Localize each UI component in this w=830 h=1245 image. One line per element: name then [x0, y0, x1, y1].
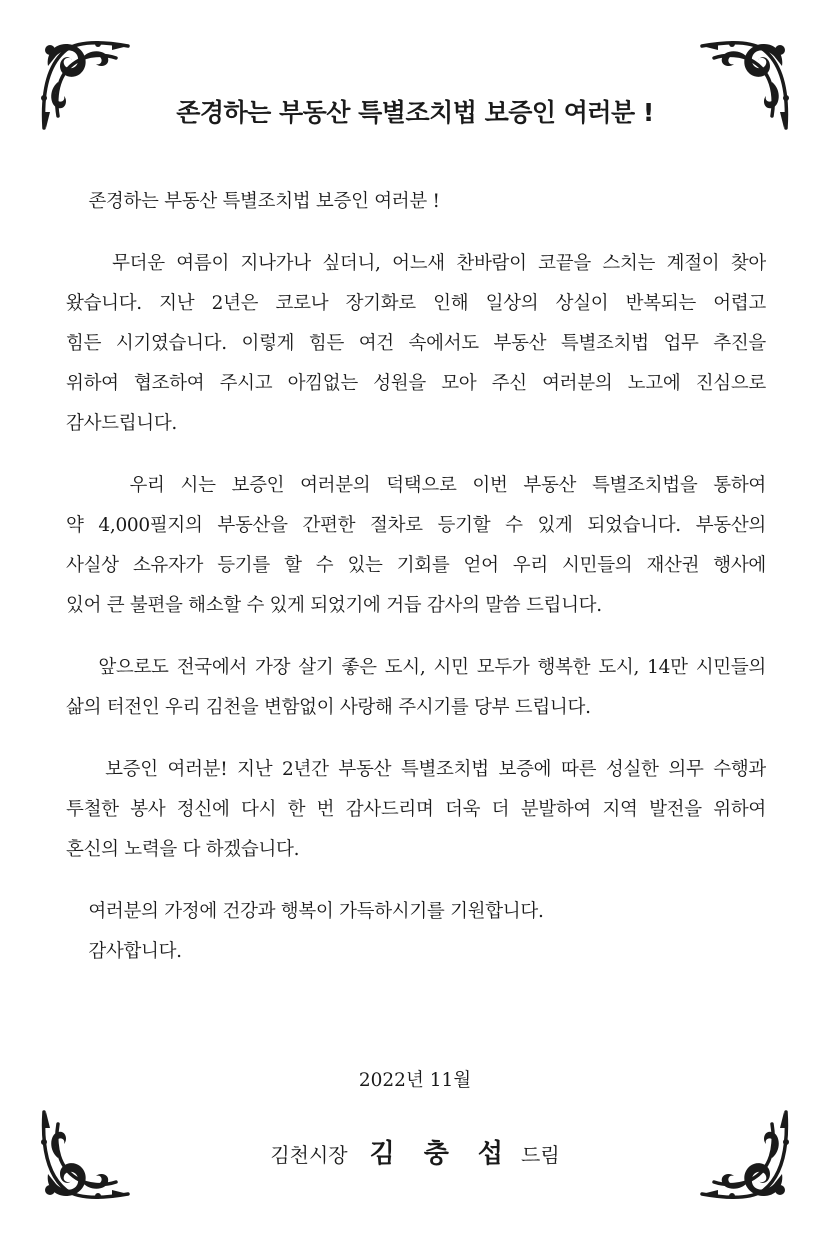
paragraph-1-line: 왔습니다. 지난 2년은 코로나 장기화로 인해 일상의 상실이 반복되는 어렵고 [66, 293, 766, 314]
paragraph-2-text: 우리 시는 보증인 여러분의 덕택으로 이번 부동산 특별조치법을 통하여 [129, 475, 766, 496]
closing-thanks [66, 932, 766, 972]
paragraph-1-line: 감사드립니다. [66, 413, 178, 434]
closing-wish-text: 여러분의 가정에 건강과 행복이 가득하시기를 기원합니다. [88, 901, 544, 922]
paragraph-1-line [66, 244, 766, 284]
signature-position: 김천시장 [270, 1143, 348, 1167]
signature-suffix: 드림 [521, 1143, 560, 1167]
paragraph-3-line: 삶의 터전인 우리 김천을 변함없이 사랑해 주시기를 당부 드립니다. [66, 697, 591, 718]
paragraph-4-line [66, 750, 766, 790]
paragraph-2-line: 사실상 소유자가 등기를 할 수 있는 기회를 얻어 우리 시민들의 재산권 행사에 [66, 555, 766, 576]
letter-date: 2022년 11월 [358, 1070, 472, 1091]
paragraph-4-text: 보증인 여러분! 지난 2년간 부동산 특별조치법 보증에 따른 성실한 의무 수행과 [105, 759, 766, 780]
paragraph-1-line: 힘든 시기였습니다. 이렇게 힘든 여건 속에서도 부동산 특별조치법 업무 추진을 [66, 333, 766, 354]
paragraph-2-line: 약 4,000필지의 부동산을 간편한 절차로 등기할 수 있게 되었습니다. 부동산의 [66, 515, 766, 536]
signature-line [0, 1133, 830, 1170]
paragraph-4-line: 투철한 봉사 정신에 다시 한 번 감사드리며 더욱 더 분발하여 지역 발전을 위하여 [66, 799, 766, 820]
paragraph-1-line: 위하여 협조하여 주시고 아낌없는 성원을 모아 주신 여러분의 노고에 진심으로 [66, 373, 766, 394]
paragraph-1-text: 무더운 여름이 지나가나 싶더니, 어느새 찬바람이 코끝을 스치는 계절이 찾아 [112, 253, 766, 274]
letter-body [66, 182, 766, 972]
paragraph-2-line: 있어 큰 불편을 해소할 수 있게 되었기에 거듭 감사의 말씀 드립니다. [66, 595, 602, 616]
paragraph-2-line [66, 466, 766, 506]
closing-thanks-text: 감사합니다. [88, 941, 182, 962]
greeting-text: 존경하는 부동산 특별조치법 보증인 여러분 ! [88, 191, 440, 212]
signature-name: 김 충 섭 [369, 1139, 514, 1169]
closing-wish [66, 892, 766, 932]
page-title: 존경하는 부동산 특별조치법 보증인 여러분 ! [176, 98, 654, 127]
greeting [66, 182, 766, 222]
paragraph-3-line [66, 648, 766, 688]
paragraph-3-text: 앞으로도 전국에서 가장 살기 좋은 도시, 시민 모두가 행복한 도시, 14만 시민들의 [98, 657, 766, 678]
paragraph-4-line: 혼신의 노력을 다 하겠습니다. [66, 839, 300, 860]
